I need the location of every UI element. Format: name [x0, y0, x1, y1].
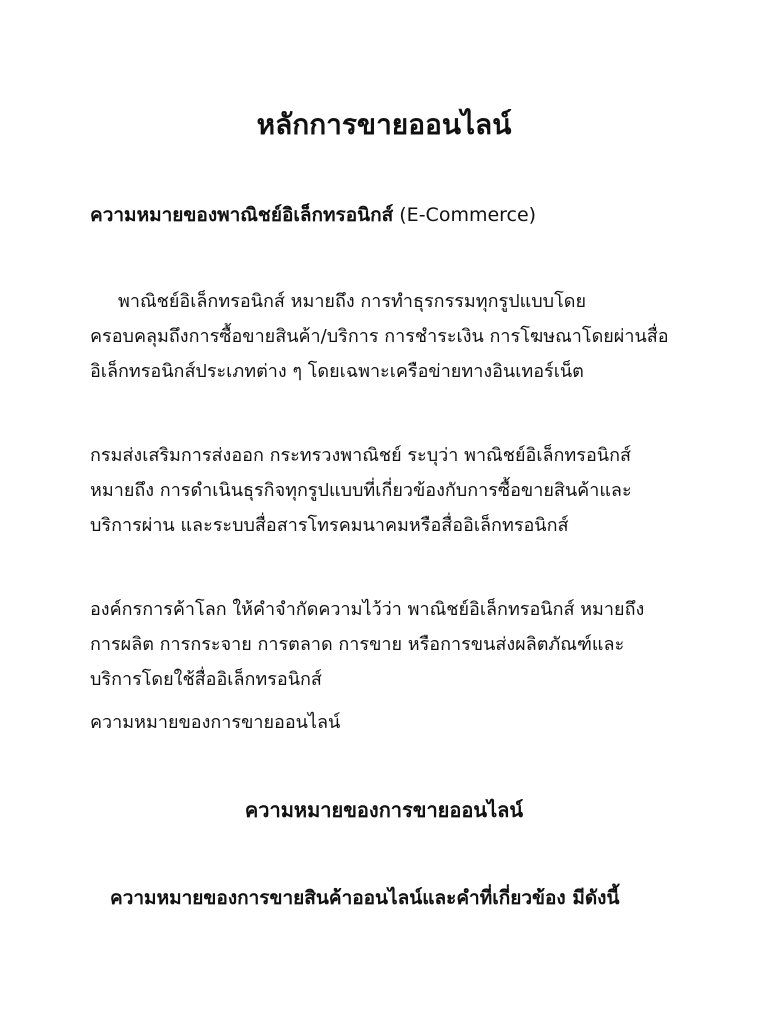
paragraph-line: อิเล็กทรอนิกส์ประเภทต่าง ๆ โดยเฉพาะเครือข่ายทางอินเทอร์เน็ต: [90, 361, 584, 382]
paragraph-wto-definition: [90, 592, 690, 697]
subheading-plain-text: (E-Commerce): [393, 204, 537, 226]
paragraph-line: พาณิชย์อิเล็กทรอนิกส์ หมายถึง การทำธุรกรรมทุกรูปแบบโดย: [118, 291, 586, 312]
paragraph-export-department-definition: [90, 438, 690, 543]
document-title: หลักการขายออนไลน์: [256, 108, 512, 141]
paragraph-line: บริการผ่าน และระบบสื่อสารโทรคมนาคมหรือสื่ออิเล็กทรอนิกส์: [90, 515, 569, 536]
paragraph-line: กรมส่งเสริมการส่งออก กระทรวงพาณิชย์ ระบุว่า พาณิชย์อิเล็กทรอนิกส์: [90, 445, 631, 466]
paragraph-line: หมายถึง การดำเนินธุรกิจทุกรูปแบบที่เกี่ยวข้องกับการซื้อขายสินค้าและ: [90, 480, 632, 501]
paragraph-line: บริการโดยใช้สื่ออิเล็กทรอนิกส์: [90, 669, 322, 690]
subheading-bold-text: ความหมายของพาณิชย์อิเล็กทรอนิกส์: [90, 204, 394, 226]
paragraph-line: องค์กรการค้าโลก ให้คำจำกัดความไว้ว่า พาณิชย์อิเล็กทรอนิกส์ หมายถึง: [90, 599, 645, 620]
paragraph-ecommerce-definition: [90, 284, 690, 389]
ecommerce-definition-heading: [90, 198, 536, 232]
paragraph-line: ครอบคลุมถึงการซื้อขายสินค้า/บริการ การชำระเงิน การโฆษณาโดยผ่านสื่อ: [90, 326, 669, 347]
paragraph-line: การผลิต การกระจาย การตลาด การขาย หรือการขนส่งผลิตภัณฑ์และ: [90, 634, 625, 655]
online-selling-meaning-line: ความหมายของการขายออนไลน์: [90, 712, 341, 733]
section-subtitle: ความหมายของการขายสินค้าออนไลน์และคำที่เกี่ยวข้อง มีดังนี้: [110, 887, 620, 909]
section-title: ความหมายของการขายออนไลน์: [244, 798, 524, 822]
